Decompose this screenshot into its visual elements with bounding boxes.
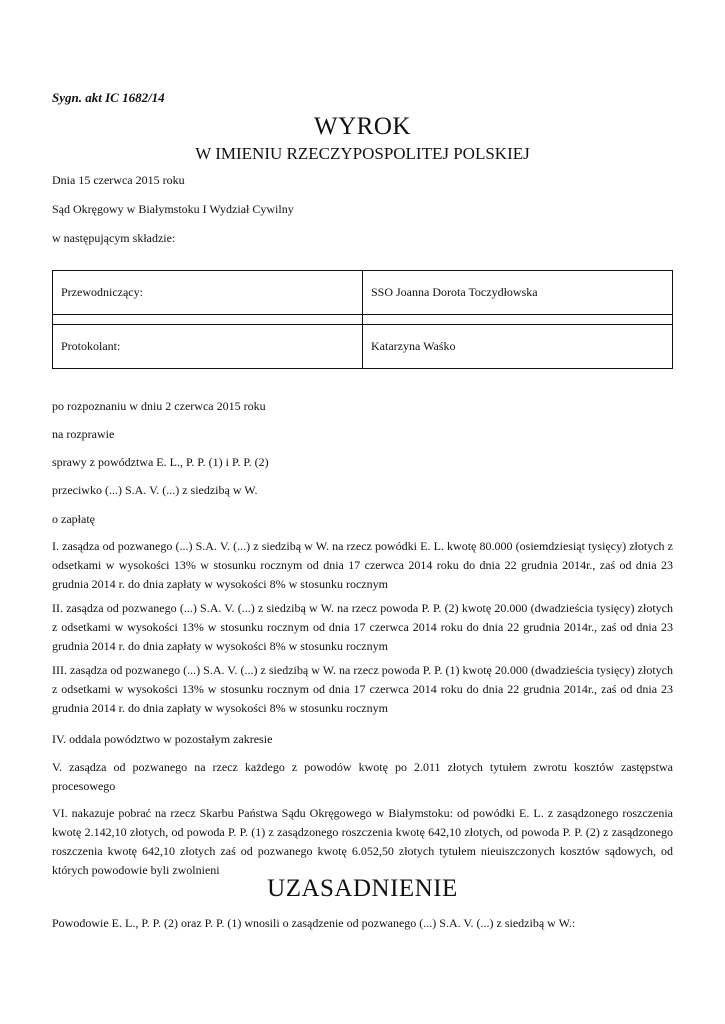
hearing-date: po rozpoznaniu w dniu 2 czerwca 2015 roku	[52, 399, 266, 413]
table-row	[53, 271, 673, 315]
composition-label: w następującym składzie:	[52, 231, 176, 245]
ruling-4: IV. oddala powództwo w pozostałym zakresie	[52, 732, 273, 746]
presiding-judge: SSO Joanna Dorota Toczydłowska	[363, 271, 673, 315]
justification-first-line: Powodowie E. L., P. P. (2) oraz P. P. (1) wnosili o zasądzenie od pozwanego (...) S.A. V. (...) z siedzibą w W.:	[52, 916, 576, 930]
ruling-3: III. zasądza od pozwanego (...) S.A. V. (...) z siedzibą w W. na rzecz powoda P. P. (1) kwotę 20.000 (dwadzieścia tysięcy) złotych z odsetkami w wysokości 13% w stosunku rocznym od dnia 17 czerwca 2014 roku do dnia 22 grudnia 2014r., zaś od dnia 23 grudnia 2014 r. do dnia zapłaty w wysokości 8% w stosunku rocznym	[52, 663, 673, 715]
ruling-5: V. zasądza od pozwanego na rzecz każdego z powodów kwotę po 2.011 złotych tytułem zwrotu kosztów zastępstwa procesowego	[52, 760, 673, 793]
defendant: przeciwko (...) S.A. V. (...) z siedzibą w W.	[52, 483, 258, 497]
table-row-spacer	[53, 315, 673, 325]
court-clerk: Katarzyna Waśko	[363, 325, 673, 369]
court-name: Sąd Okręgowy w Białymstoku I Wydział Cywilny	[52, 202, 294, 216]
plaintiffs: sprawy z powództwa E. L., P. P. (1) i P. P. (2)	[52, 455, 269, 469]
table-row	[53, 325, 673, 369]
hearing-mode: na rozprawie	[52, 427, 115, 441]
justification-heading: UZASADNIENIE	[267, 875, 458, 902]
composition-table	[52, 270, 673, 369]
document-subtitle: W IMIENIU RZECZYPOSPOLITEJ POLSKIEJ	[195, 144, 530, 163]
ruling-2: II. zasądza od pozwanego (...) S.A. V. (...) z siedzibą w W. na rzecz powoda P. P. (2) kwotę 20.000 (dwadzieścia tysięcy) złotych z odsetkami w wysokości 13% w stosunku rocznym od dnia 17 czerwca 2014 roku do dnia 22 grudnia 2014r., zaś od dnia 23 grudnia 2014 r. do dnia zapłaty w wysokości 8% w stosunku rocznym	[52, 601, 673, 653]
case-subject: o zapłatę	[52, 512, 95, 526]
presiding-label: Przewodniczący:	[53, 271, 363, 315]
ruling-1: I. zasądza od pozwanego (...) S.A. V. (...) z siedzibą w W. na rzecz powódki E. L. kwotę 80.000 (osiemdziesiąt tysięcy) złotych z odsetkami w wysokości 13% w stosunku rocznym od dnia 17 czerwca 2014 roku do dnia 22 grudnia 2014r., zaś od dnia 23 grudnia 2014 r. do dnia zapłaty w wysokości 8% w stosunku rocznym	[52, 539, 673, 591]
clerk-label: Protokolant:	[53, 325, 363, 369]
document-title: WYROK	[314, 113, 411, 140]
ruling-6: VI. nakazuje pobrać na rzecz Skarbu Państwa Sądu Okręgowego w Białymstoku: od powódki E. L. z zasądzonego roszczenia kwotę 2.142,10 złotych, od powoda P. P. (1) z zasądzonego roszczenia kwotę 642,10 złotych, od powoda P. P. (2) z zasądzonego roszczenia kwotę 642,10 złotych zaś od pozwanego kwotę 6.052,50 złotych tytułem nieuiszczonych kosztów sądowych, od których powodowie byli zwolnieni	[52, 806, 673, 877]
judgment-date: Dnia 15 czerwca 2015 roku	[52, 173, 185, 187]
case-number: Sygn. akt IC 1682/14	[52, 90, 165, 105]
